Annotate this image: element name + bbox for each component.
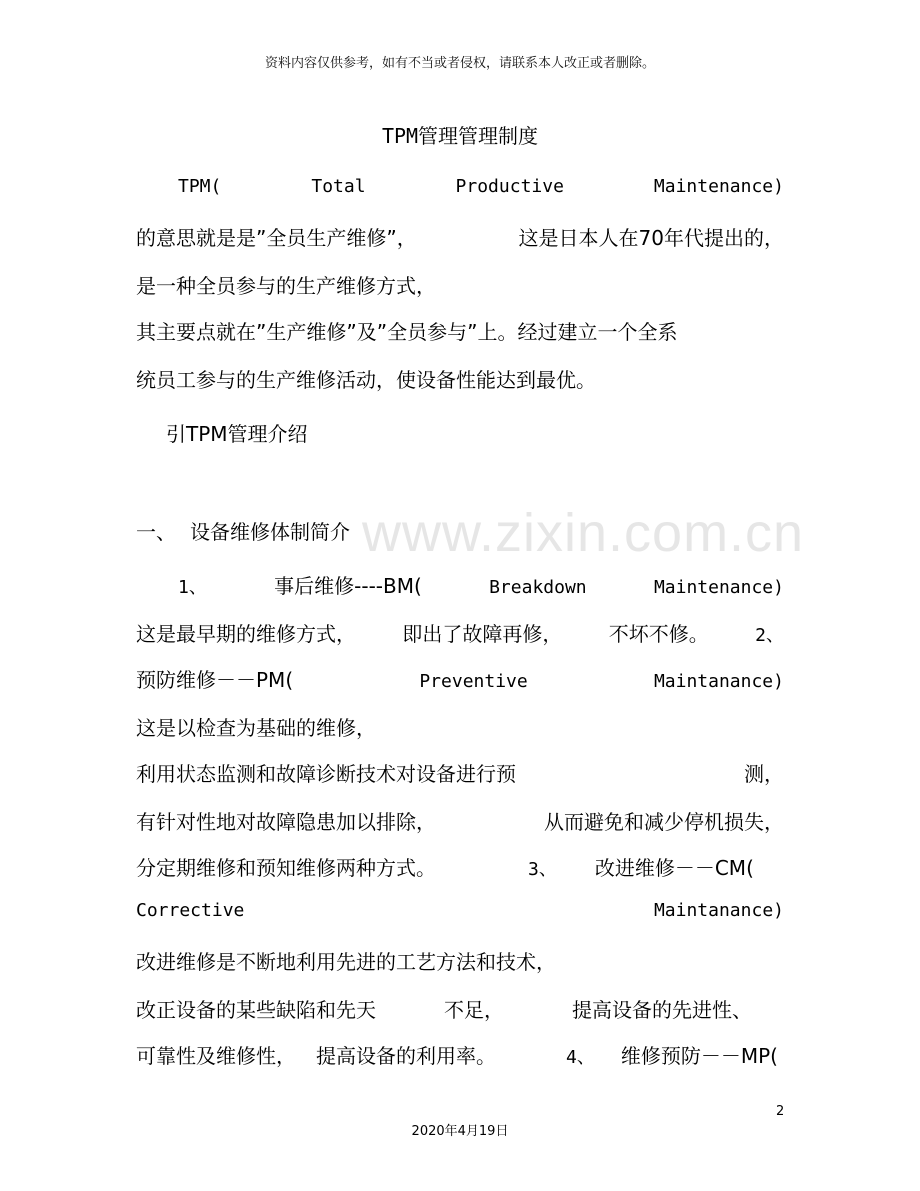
footer-date: 2020年4月19日 [411,1124,509,1139]
body-text: Corrective [136,900,245,921]
body-text: 1、 [178,577,207,598]
body-line-10 [136,994,784,1023]
body-text: 4、 [566,1047,595,1068]
body-text: 事后维修----BM( [274,574,422,598]
watermark: www.zixin.com.cn [362,503,805,563]
intro-text: TPM( [178,176,222,197]
intro-line-5: 统员工参与的生产维修活动，使设备性能达到最优。 [136,368,596,392]
body-line-3 [136,664,784,693]
body-text: 可靠性及维修性， [136,1044,296,1068]
body-text: 提高设备的先进性、 [572,998,752,1022]
body-line-4: 这是以检查为基础的维修， [136,716,376,740]
body-text: 预防维修－－PM( [136,668,294,692]
body-text: Maintenance) [653,577,784,598]
body-line-2 [136,618,784,647]
intro-line-2 [136,222,784,251]
section-heading [136,516,350,545]
body-line-6 [136,806,784,835]
body-text: 提高设备的利用率。 [316,1044,496,1068]
body-text: Maintanance) [653,671,784,692]
body-text: Maintanance) [653,900,784,921]
section-number: 一、 [136,520,176,544]
body-text: Breakdown [489,577,587,598]
section-title: 设备维修体制简介 [190,520,350,544]
intro-text: 这是日本人在70年代提出的， [518,226,784,250]
body-text: 2、 [755,625,784,646]
header-notice: 资料内容仅供参考，如有不当或者侵权，请联系本人改正或者删除。 [264,56,655,71]
document-title: TPM管理管理制度 [381,124,539,148]
body-text: 不坏不修。 [608,622,709,646]
body-text: 利用状态监测和故障诊断技术对设备进行预 [136,762,516,786]
intro-line-4: 其主要点就在”生产维修”及”全员参与”上。经过建立一个全系 [136,320,678,344]
body-text: 这是最早期的维修方式， [136,622,356,646]
page-number: 2 [776,1104,785,1119]
intro-text: 的意思就是是”全员生产维修”， [136,226,417,250]
body-text: 改正设备的某些缺陷和先天 [136,998,376,1022]
intro-line-1 [178,176,784,197]
body-text: 测， [744,762,784,786]
body-line-11 [136,1040,784,1069]
intro-text: Total [311,176,366,197]
body-text: 维修预防－－MP( [620,1044,778,1068]
body-text: Preventive [419,671,528,692]
body-line-1 [178,570,784,599]
body-line-5 [136,758,784,787]
intro-text: Productive [455,176,564,197]
body-text: 不足， [444,998,504,1022]
body-text: 改进维修－－CM( [594,856,754,880]
sub-heading: 引TPM管理介绍 [166,422,308,446]
intro-text: Maintenance) [653,176,784,197]
body-text: 即出了故障再修， [402,622,563,646]
body-line-7 [136,852,784,881]
body-text: 有针对性地对故障隐患加以排除， [136,810,436,834]
body-text: 从而避免和减少停机损失， [544,810,784,834]
body-text: 3、 [528,859,557,880]
intro-line-3: 是一种全员参与的生产维修方式， [136,274,436,298]
body-line-9: 改进维修是不断地利用先进的工艺方法和技术， [136,950,556,974]
body-text: 分定期维修和预知维修两种方式。 [136,856,436,880]
body-line-8 [136,900,784,921]
